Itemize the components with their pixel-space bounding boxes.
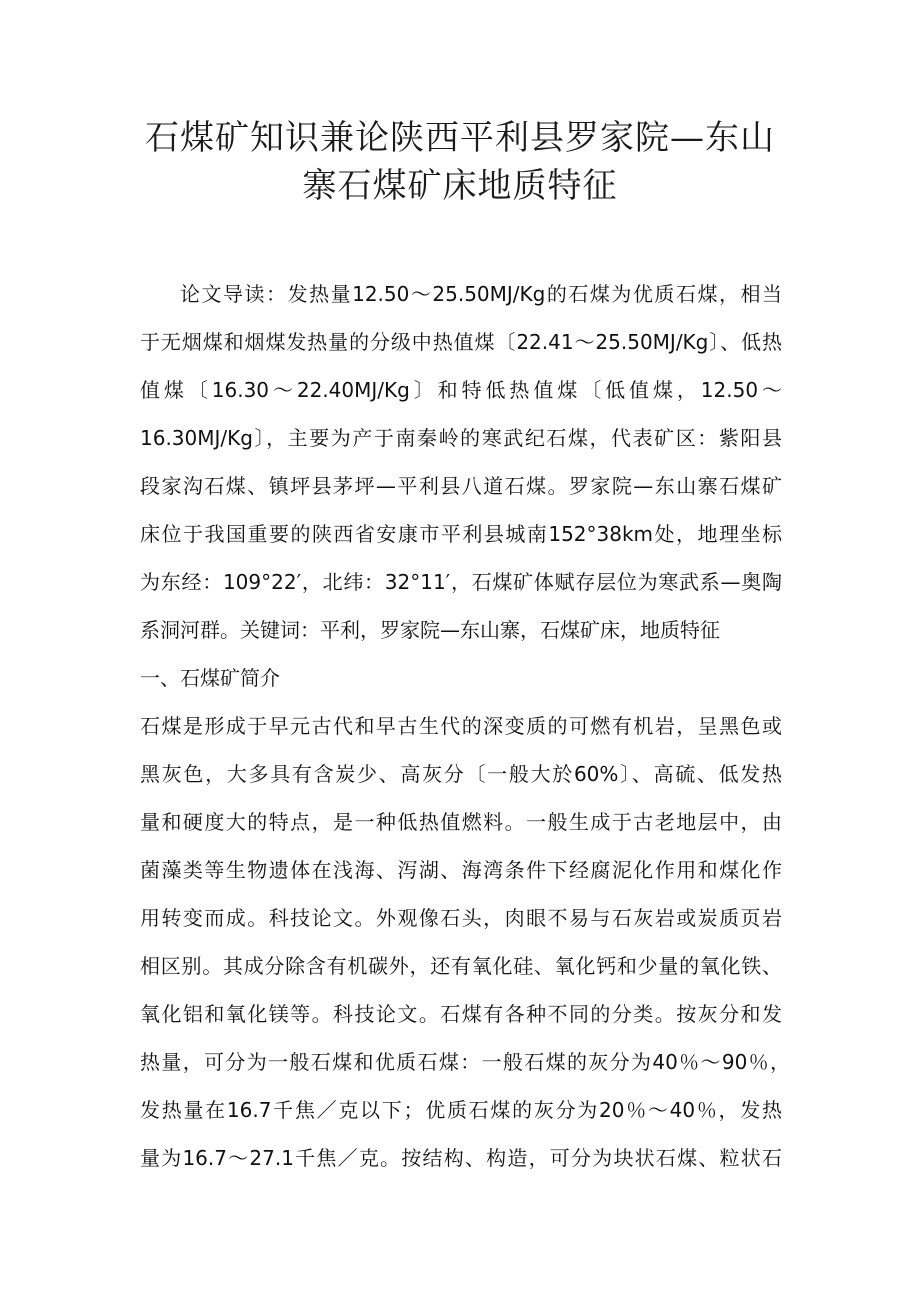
abstract-line-4: 16.30MJ/Kg〕，主要为产于南秦岭的寒武纪石煤，代表矿区：紫阳县 xyxy=(140,426,782,450)
keywords-line: 系洞河群。关键词：平利，罗家院—东山寨，石煤矿床，地质特征 xyxy=(140,618,720,642)
document-title-line-2: 寨石煤矿床地质特征 xyxy=(302,166,618,206)
paragraph-line-9: 发热量在16.7千焦／克以下；优质石煤的灰分为20％～40％，发热 xyxy=(140,1098,782,1122)
paragraph-line-1: 石煤是形成于早元古代和早古生代的深变质的可燃有机岩，呈黑色或 xyxy=(140,714,782,738)
abstract-line-1: 论文导读：发热量12.50～25.50MJ/Kg的石煤为优质石煤，相当 xyxy=(180,282,782,306)
abstract-line-2: 于无烟煤和烟煤发热量的分级中热值煤〔22.41～25.50MJ/Kg〕、低热 xyxy=(140,330,782,354)
abstract-line-6: 床位于我国重要的陕西省安康市平利县城南152°38km处，地理坐标 xyxy=(140,522,782,546)
paragraph-line-7: 氧化铝和氧化镁等。科技论文。石煤有各种不同的分类。按灰分和发 xyxy=(140,1002,782,1026)
paragraph-line-4: 菌藻类等生物遗体在浅海、泻湖、海湾条件下经腐泥化作用和煤化作 xyxy=(140,858,782,882)
document-title-line-1: 石煤矿知识兼论陕西平利县罗家院—东山 xyxy=(145,118,775,158)
paragraph-line-2: 黑灰色，大多具有含炭少、高灰分〔一般大於60%〕、高硫、低发热 xyxy=(140,762,782,786)
abstract-line-7: 为东经：109°22′，北纬：32°11′，石煤矿体赋存层位为寒武系—奥陶 xyxy=(140,570,782,594)
abstract-line-5: 段家沟石煤、镇坪县茅坪—平利县八道石煤。罗家院—东山寨石煤矿 xyxy=(140,474,782,498)
paragraph-line-10: 量为16.7～27.1千焦／克。按结构、构造，可分为块状石煤、粒状石 xyxy=(140,1146,782,1170)
paragraph-line-3: 量和硬度大的特点，是一种低热值燃料。一般生成于古老地层中，由 xyxy=(140,810,782,834)
paragraph-line-8: 热量，可分为一般石煤和优质石煤：一般石煤的灰分为40％～90％， xyxy=(140,1050,790,1074)
abstract-line-3: 值煤〔16.30～22.40MJ/Kg〕和特低热值煤〔低值煤，12.50～ xyxy=(140,378,782,402)
paragraph-line-5: 用转变而成。科技论文。外观像石头，肉眼不易与石灰岩或炭质页岩 xyxy=(140,906,782,930)
section-heading: 一、石煤矿简介 xyxy=(140,666,280,690)
paragraph-line-6: 相区别。其成分除含有机碳外，还有氧化硅、氧化钙和少量的氧化铁、 xyxy=(140,954,782,978)
